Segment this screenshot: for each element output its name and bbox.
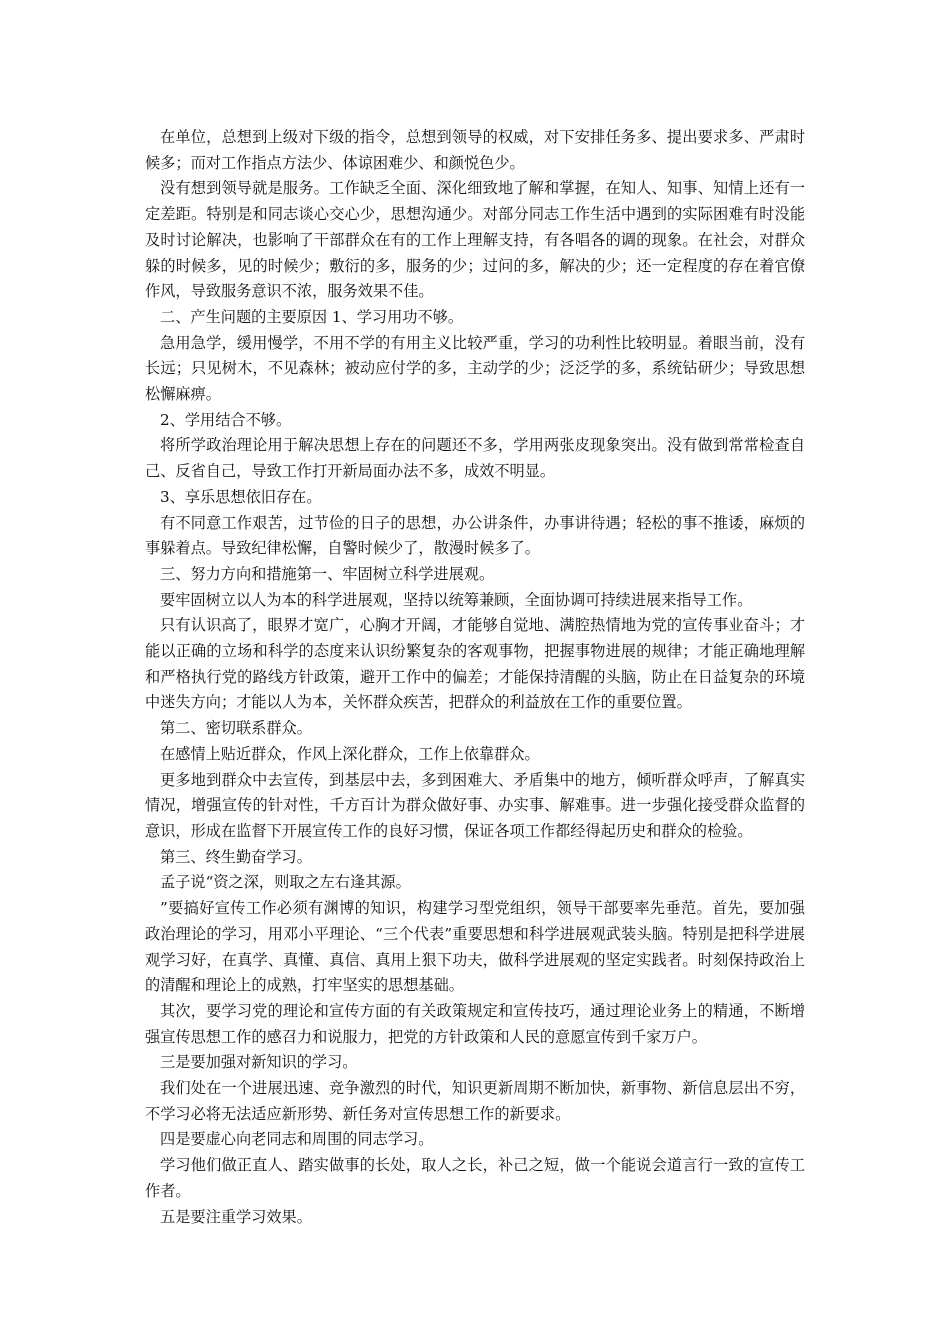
paragraph: 我们处在一个进展迅速、竞争激烈的时代，知识更新周期不断加快，新事物、新信息层出不穷，不学习必将无法适应新形势、新任务对宣传思想工作的新要求。	[145, 1079, 805, 1123]
paragraph: 在单位，总想到上级对下级的指令，总想到领导的权威，对下安排任务多、提出要求多、严肃时候多；而对工作指点方法少、体谅困难少、和颜悦色少。	[145, 128, 805, 172]
paragraph: 更多地到群众中去宣传，到基层中去，多到困难大、矛盾集中的地方，倾听群众呼声，了解真实情况，增强宣传的针对性，千方百计为群众做好事、办实事、解难事。进一步强化接受群众监督的意识，形成在监督下开展宣传工作的良好习惯，保证各项工作都经得起历史和群众的检验。	[145, 770, 805, 840]
section-heading: 第三、终生勤奋学习。	[160, 847, 312, 866]
paragraph: 没有想到领导就是服务。工作缺乏全面、深化细致地了解和掌握，在知人、知事、知情上还有一定差距。特别是和同志谈心交心少，思想沟通少。对部分同志工作生活中遇到的实际困难有时没能及时讨论解决，也影响了干部群众在有的工作上理解支持，有各唱各的调的现象。在社会，对群众躲的时候多，见的时候少；敷衍的多，服务的少；过问的多，解决的少；还一定程度的存在着官僚作风，导致服务意识不浓，服务效果不佳。	[145, 179, 805, 301]
paragraph: 在感情上贴近群众，作风上深化群众，工作上依靠群众。	[160, 744, 540, 763]
paragraph: 只有认识高了，眼界才宽广，心胸才开阔，才能够自觉地、满腔热情地为党的宣传事业奋斗；才能以正确的立场和科学的态度来认识纷繁复杂的客观事物，把握事物进展的规律；才能正确地理解和严格执行党的路线方针政策，避开工作中的偏差；才能保持清醒的头脑，防止在日益复杂的环境中迷失方向；才能以人为本，关怀群众疾苦，把群众的利益放在工作的重要位置。	[145, 616, 805, 712]
document-body	[145, 125, 805, 1230]
paragraph: 孟子说“资之深，则取之左右逢其源。	[160, 873, 411, 892]
section-heading: 五是要注重学习效果。	[160, 1207, 312, 1226]
section-heading: 3、享乐思想依旧存在。	[160, 487, 322, 506]
section-heading: 2、学用结合不够。	[160, 410, 292, 429]
paragraph: 要牢固树立以人为本的科学进展观，坚持以统筹兼顾，全面协调可持续进展来指导工作。	[160, 590, 753, 609]
paragraph: 其次，要学习党的理论和宣传方面的有关政策规定和宣传技巧，通过理论业务上的精通，不断增强宣传思想工作的感召力和说服力，把党的方针政策和人民的意愿宣传到千家万户。	[145, 1001, 805, 1046]
paragraph: 急用急学，缓用慢学，不用不学的有用主义比较严重，学习的功利性比较明显。着眼当前，没有长远；只见树木，不见森林；被动应付学的多，主动学的少；泛泛学的多，系统钻研少；导致思想松懈麻痹。	[145, 333, 805, 404]
paragraph: 学习他们做正直人、踏实做事的长处，取人之长，补己之短，做一个能说会道言行一致的宣传工作者。	[145, 1156, 805, 1200]
paragraph: 将所学政治理论用于解决思想上存在的问题还不多，学用两张皮现象突出。没有做到常常检查自己、反省自己，导致工作打开新局面办法不多，成效不明显。	[145, 436, 805, 481]
section-heading: 第二、密切联系群众。	[160, 719, 312, 738]
section-heading: 三、努力方向和措施第一、牢固树立科学进展观。	[160, 564, 495, 583]
section-heading: 四是要虚心向老同志和周围的同志学习。	[160, 1130, 434, 1149]
paragraph: 有不同意工作艰苦，过节俭的日子的思想，办公讲条件，办事讲待遇；轻松的事不推诿，麻烦的事躲着点。导致纪律松懈，自警时候少了，散漫时候多了。	[145, 513, 805, 558]
section-heading: 三是要加强对新知识的学习。	[160, 1053, 358, 1072]
section-heading: 二、产生问题的主要原因 1、学习用功不够。	[160, 307, 464, 326]
paragraph: ”要搞好宣传工作必须有渊博的知识，构建学习型党组织，领导干部要率先垂范。首先，要加强政治理论的学习，用邓小平理论、“三个代表”重要思想和科学进展观武装头脑。特别是把科学进展观学习好，在真学、真懂、真信、真用上狠下功夫，做科学进展观的坚定实践者。时刻保持政治上的清醒和理论上的成熟，打牢坚实的思想基础。	[145, 899, 805, 995]
